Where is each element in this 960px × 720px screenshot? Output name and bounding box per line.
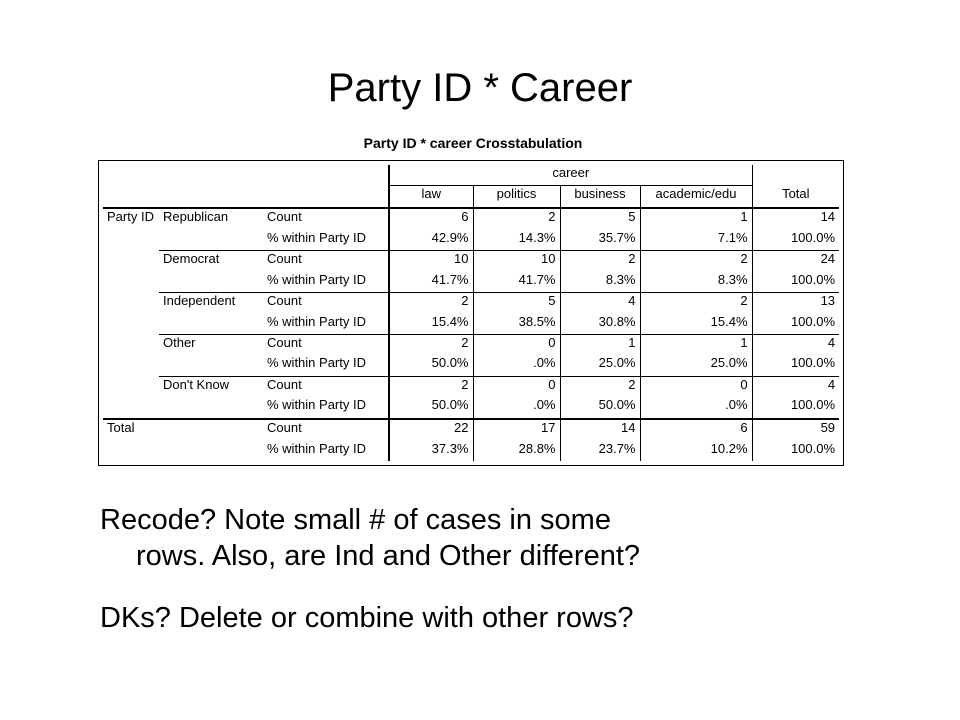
stat-label: Count [263, 335, 389, 356]
header-row-1 [103, 165, 839, 186]
stat-label: % within Party ID [263, 355, 389, 376]
pct-cell: 25.0% [640, 355, 752, 376]
bullet-dks-line1: DKs? Delete or combine with other rows? [100, 602, 634, 634]
pct-cell: 38.5% [473, 314, 560, 335]
pct-cell: 25.0% [560, 355, 640, 376]
total-row [103, 419, 839, 441]
count-cell: 10 [389, 251, 473, 272]
count-cell: 0 [473, 376, 560, 397]
stat-label: % within Party ID [263, 441, 389, 461]
pct-cell: 30.8% [560, 314, 640, 335]
pct-cell: 100.0% [752, 230, 839, 251]
total-row-label: Total [103, 419, 263, 461]
pct-cell: 7.1% [640, 230, 752, 251]
pct-cell: 10.2% [640, 441, 752, 461]
count-cell: 17 [473, 419, 560, 441]
table-row [103, 376, 839, 397]
bullet-dks [100, 600, 920, 636]
count-cell: 14 [560, 419, 640, 441]
table-row [103, 208, 839, 230]
count-cell: 13 [752, 293, 839, 314]
row-category-label: Independent [159, 293, 263, 335]
stat-label: % within Party ID [263, 397, 389, 419]
count-cell: 2 [560, 251, 640, 272]
row-category-label: Other [159, 335, 263, 377]
header-spacer [752, 165, 839, 186]
pct-cell: 100.0% [752, 355, 839, 376]
pct-cell: 41.7% [431, 271, 469, 287]
stat-label: % within Party ID [263, 230, 389, 251]
pct-cell: 8.3% [560, 272, 640, 293]
pct-cell: 8.3% [640, 272, 752, 293]
pct-cell: 50.0% [431, 397, 469, 413]
stat-label: Count [263, 419, 389, 441]
pct-cell: 100.0% [752, 314, 839, 335]
crosstab-frame [98, 160, 844, 466]
col-header: academic/edu [640, 186, 752, 208]
count-cell: 4 [560, 293, 640, 314]
count-cell: 2 [389, 376, 473, 397]
count-cell: 1 [560, 335, 640, 356]
count-cell: 14 [752, 208, 839, 230]
table-row [103, 335, 839, 356]
count-cell: 4 [752, 335, 839, 356]
count-cell: 2 [640, 251, 752, 272]
count-cell: 4 [752, 376, 839, 397]
count-cell: 22 [389, 419, 473, 441]
count-cell: 0 [640, 376, 752, 397]
count-cell: 6 [389, 208, 473, 230]
row-category-label: Republican [159, 208, 263, 251]
count-cell: 1 [640, 208, 752, 230]
row-var-label: Party ID [103, 208, 159, 419]
corner-cell [103, 165, 389, 208]
pct-cell: 28.8% [473, 441, 560, 461]
row-category-label: Democrat [159, 251, 263, 293]
col-header: law [421, 186, 441, 202]
pct-cell: 23.7% [560, 441, 640, 461]
stat-label: % within Party ID [263, 314, 389, 335]
pct-cell: 50.0% [431, 355, 469, 371]
count-cell: 6 [640, 419, 752, 441]
count-cell: 10 [473, 251, 560, 272]
pct-cell: 100.0% [752, 272, 839, 293]
col-var-label: career [389, 165, 752, 186]
pct-cell: 100.0% [752, 397, 839, 419]
count-cell: 5 [473, 293, 560, 314]
table-row [103, 293, 839, 314]
count-cell: 59 [752, 419, 839, 441]
pct-cell: 50.0% [560, 397, 640, 419]
crosstab-title: Party ID * career Crosstabulation [363, 135, 583, 151]
pct-cell: .0% [473, 355, 560, 376]
pct-cell: 35.7% [560, 230, 640, 251]
crosstab-table [103, 165, 839, 461]
pct-cell: 42.9% [431, 229, 469, 245]
pct-cell: 15.4% [431, 313, 469, 329]
stat-label: % within Party ID [263, 272, 389, 293]
count-cell: 24 [752, 251, 839, 272]
stat-label: Count [263, 251, 389, 272]
pct-cell: 41.7% [473, 272, 560, 293]
pct-cell: 14.3% [473, 230, 560, 251]
pct-cell: .0% [473, 397, 560, 419]
count-cell: 2 [640, 293, 752, 314]
count-cell: 2 [389, 293, 473, 314]
pct-cell: .0% [640, 397, 752, 419]
pct-cell: 37.3% [431, 440, 469, 456]
count-cell: 1 [640, 335, 752, 356]
table-row [103, 251, 839, 272]
bullet-recode-line1: Recode? Note small # of cases in some [100, 504, 611, 536]
stat-label: Count [263, 376, 389, 397]
total-col-header: Total [752, 186, 839, 208]
bullet-recode [100, 502, 920, 574]
count-cell: 2 [473, 208, 560, 230]
col-header: business [560, 186, 640, 208]
row-category-label: Don't Know [159, 376, 263, 419]
bullet-recode-line2: rows. Also, are Ind and Other different? [136, 540, 641, 572]
pct-cell: 100.0% [752, 441, 839, 461]
stat-label: Count [263, 208, 389, 230]
col-header: politics [473, 186, 560, 208]
pct-cell: 15.4% [640, 314, 752, 335]
count-cell: 2 [560, 376, 640, 397]
slide-title: Party ID * Career [327, 66, 633, 110]
count-cell: 0 [473, 335, 560, 356]
count-cell: 2 [389, 335, 473, 356]
count-cell: 5 [560, 208, 640, 230]
stat-label: Count [263, 293, 389, 314]
